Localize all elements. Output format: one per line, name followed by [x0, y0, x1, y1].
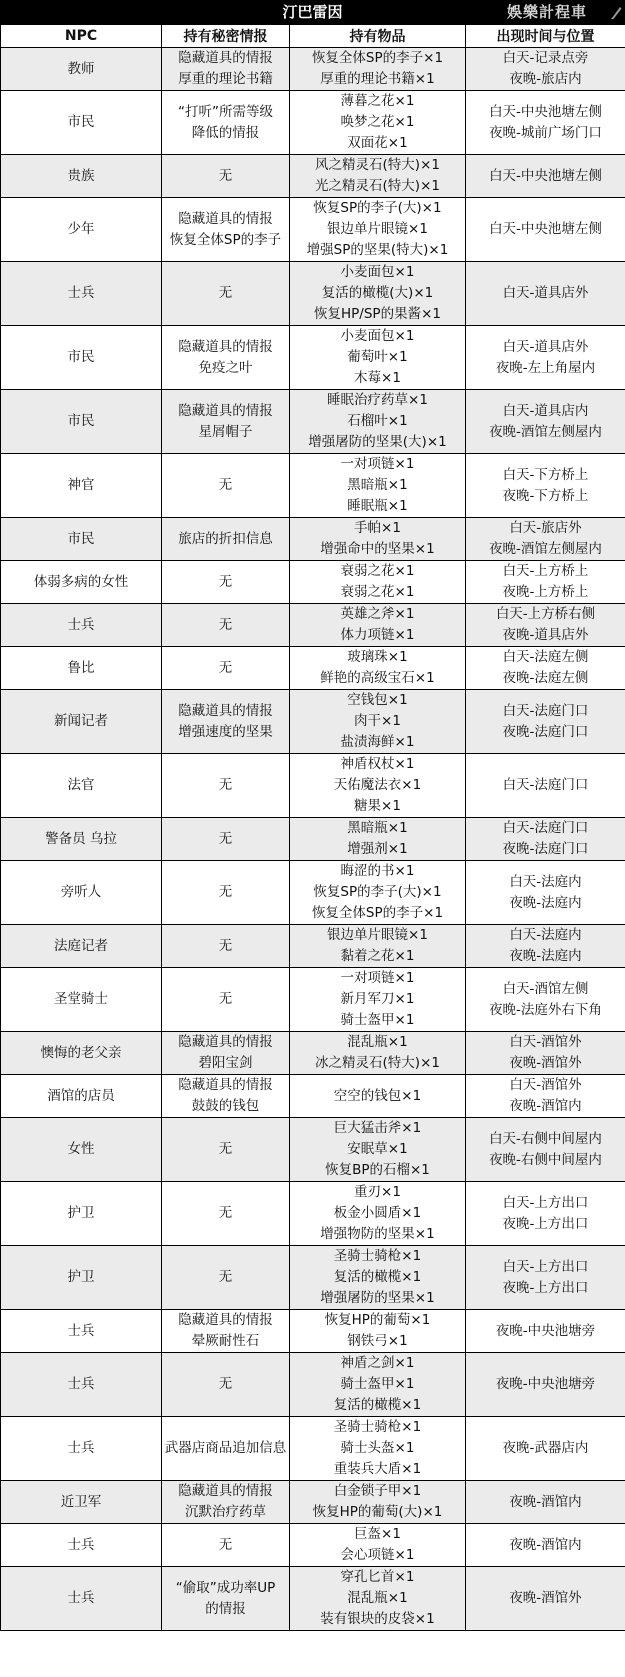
cell-time-location: 白天-法庭左侧 夜晚-法庭左侧: [466, 647, 625, 690]
cell-secret: 无: [162, 818, 290, 861]
cell-time-location: 白天-上方桥右侧 夜晚-道具店外: [466, 604, 625, 647]
cell-items: 黑暗瓶×1 增强剂×1: [290, 818, 466, 861]
cell-items: 混乱瓶×1 冰之精灵石(特大)×1: [290, 1032, 466, 1075]
cell-items: 银边单片眼镜×1 黏着之花×1: [290, 925, 466, 968]
cell-secret: 无: [162, 561, 290, 604]
cell-secret: 隐藏道具的情报 鼓鼓的钱包: [162, 1075, 290, 1118]
cell-npc: 护卫: [1, 1182, 162, 1246]
cell-items: 白金锁子甲×1 恢复HP的葡萄(大)×1: [290, 1481, 466, 1524]
cell-secret: 隐藏道具的情报 沉默治疗药草: [162, 1481, 290, 1524]
cell-secret: 无: [162, 262, 290, 326]
cell-npc: 女性: [1, 1118, 162, 1182]
table-row: [1, 861, 625, 925]
cell-npc: 贵族: [1, 155, 162, 198]
cell-secret: 无: [162, 861, 290, 925]
cell-secret: 隐藏道具的情报 免疫之叶: [162, 326, 290, 390]
table-row: [1, 1353, 625, 1417]
cell-time-location: 夜晚-酒馆内: [466, 1524, 625, 1567]
cell-npc: 士兵: [1, 262, 162, 326]
table-row: [1, 262, 625, 326]
cell-time-location: 夜晚-酒馆内: [466, 1481, 625, 1524]
table-row: [1, 1417, 625, 1481]
cell-npc: 少年: [1, 198, 162, 262]
cell-time-location: 白天-记录点旁 夜晚-旅店内: [466, 48, 625, 91]
cell-items: 恢复HP的葡萄×1 钢铁弓×1: [290, 1310, 466, 1353]
cell-secret: 无: [162, 968, 290, 1032]
cell-npc: 市民: [1, 390, 162, 454]
cell-items: 神盾权杖×1 天佑魔法衣×1 糖果×1: [290, 754, 466, 818]
col-header-npc: NPC: [1, 25, 162, 48]
cell-npc: 市民: [1, 326, 162, 390]
cell-time-location: 白天-上方出口 夜晚-上方出口: [466, 1182, 625, 1246]
cell-time-location: 夜晚-武器店内: [466, 1417, 625, 1481]
table-row: [1, 968, 625, 1032]
cell-items: 小麦面包×1 复活的橄榄(大)×1 恢复HP/SP的果酱×1: [290, 262, 466, 326]
cell-secret: 隐藏道具的情报 厚重的理论书籍: [162, 48, 290, 91]
cell-secret: 无: [162, 754, 290, 818]
col-header-time-location: 出现时间与位置: [466, 25, 625, 48]
cell-npc: 士兵: [1, 1417, 162, 1481]
cell-secret: 无: [162, 1246, 290, 1310]
cell-npc: 法庭记者: [1, 925, 162, 968]
cell-secret: 隐藏道具的情报 星屑帽子: [162, 390, 290, 454]
cell-npc: 法官: [1, 754, 162, 818]
cell-secret: 无: [162, 1182, 290, 1246]
cell-npc: 市民: [1, 91, 162, 155]
cell-time-location: 白天-法庭内 夜晚-法庭内: [466, 861, 625, 925]
cell-secret: 隐藏道具的情报 增强速度的坚果: [162, 690, 290, 754]
cell-items: 小麦面包×1 葡萄叶×1 木莓×1: [290, 326, 466, 390]
table-row: [1, 518, 625, 561]
cell-secret: 隐藏道具的情报 恢复全体SP的李子: [162, 198, 290, 262]
cell-npc: 市民: [1, 518, 162, 561]
cell-items: 薄暮之花×1 唤梦之花×1 双面花×1: [290, 91, 466, 155]
cell-time-location: 白天-右侧中间屋内 夜晚-右侧中间屋内: [466, 1118, 625, 1182]
cell-npc: 护卫: [1, 1246, 162, 1310]
table-row: [1, 1481, 625, 1524]
cell-time-location: 白天-中央池塘左侧: [466, 198, 625, 262]
cell-npc: 体弱多病的女性: [1, 561, 162, 604]
page-title: 汀巴雷因: [282, 3, 343, 21]
cell-secret: 无: [162, 1524, 290, 1567]
cell-secret: 无: [162, 925, 290, 968]
cell-time-location: 夜晚-中央池塘旁: [466, 1353, 625, 1417]
cell-time-location: 夜晚-酒馆外: [466, 1567, 625, 1631]
cell-items: 恢复全体SP的李子×1 厚重的理论书籍×1: [290, 48, 466, 91]
col-header-secret: 持有秘密情报: [162, 25, 290, 48]
cell-items: 衰弱之花×1 衰弱之花×1: [290, 561, 466, 604]
cell-secret: 隐藏道具的情报 晕厥耐性石: [162, 1310, 290, 1353]
cell-items: 神盾之剑×1 骑士盔甲×1 复活的橄榄×1: [290, 1353, 466, 1417]
cell-npc: 神官: [1, 454, 162, 518]
watermark-logo: 娛樂計程車: [506, 3, 587, 21]
table-row: [1, 1032, 625, 1075]
table-row: [1, 1246, 625, 1310]
cell-time-location: 白天-酒馆外 夜晚-酒馆内: [466, 1075, 625, 1118]
cell-time-location: 白天-道具店外 夜晚-左上角屋内: [466, 326, 625, 390]
cell-time-location: 白天-法庭门口: [466, 754, 625, 818]
cell-time-location: 白天-上方出口 夜晚-上方出口: [466, 1246, 625, 1310]
cell-secret: 武器店商品追加信息: [162, 1417, 290, 1481]
cell-npc: 士兵: [1, 1567, 162, 1631]
cell-items: 圣骑士骑枪×1 复活的橄榄×1 增强屠防的坚果×1: [290, 1246, 466, 1310]
table-row: [1, 1567, 625, 1631]
table-row: [1, 818, 625, 861]
cell-items: 晦涩的书×1 恢复SP的李子(大)×1 恢复全体SP的李子×1: [290, 861, 466, 925]
cell-time-location: 白天-上方桥上 夜晚-上方桥上: [466, 561, 625, 604]
cell-npc: 近卫军: [1, 1481, 162, 1524]
table-row: [1, 1524, 625, 1567]
cell-time-location: 白天-法庭门口 夜晚-法庭门口: [466, 818, 625, 861]
cell-items: 穿孔匕首×1 混乱瓶×1 装有银块的皮袋×1: [290, 1567, 466, 1631]
table-row: [1, 390, 625, 454]
cell-items: 一对项链×1 黑暗瓶×1 睡眠瓶×1: [290, 454, 466, 518]
cell-secret: 无: [162, 454, 290, 518]
cell-items: 巨大猛击斧×1 安眠草×1 恢复BP的石榴×1: [290, 1118, 466, 1182]
title-bar: [0, 0, 625, 24]
cell-items: 恢复SP的李子(大)×1 银边单片眼镜×1 增强SP的坚果(特大)×1: [290, 198, 466, 262]
pen-icon: [609, 4, 623, 20]
cell-items: 巨盔×1 会心项链×1: [290, 1524, 466, 1567]
cell-npc: 教师: [1, 48, 162, 91]
table-row: [1, 454, 625, 518]
cell-secret: “偷取”成功率UP 的情报: [162, 1567, 290, 1631]
cell-secret: 隐藏道具的情报 碧阳宝剑: [162, 1032, 290, 1075]
cell-secret: 旅店的折扣信息: [162, 518, 290, 561]
table-row: [1, 1182, 625, 1246]
table-row: [1, 754, 625, 818]
table-row: [1, 1310, 625, 1353]
table-row: [1, 1118, 625, 1182]
cell-npc: 警备员 乌拉: [1, 818, 162, 861]
cell-time-location: 夜晚-中央池塘旁: [466, 1310, 625, 1353]
table-row: [1, 925, 625, 968]
table-row: [1, 647, 625, 690]
cell-npc: 旁听人: [1, 861, 162, 925]
table-header-row: [1, 25, 625, 48]
cell-items: 重刃×1 板金小圆盾×1 增强物防的坚果×1: [290, 1182, 466, 1246]
cell-items: 风之精灵石(特大)×1 光之精灵石(特大)×1: [290, 155, 466, 198]
table-row: [1, 561, 625, 604]
cell-time-location: 白天-中央池塘左侧: [466, 155, 625, 198]
cell-secret: 无: [162, 647, 290, 690]
cell-npc: 士兵: [1, 604, 162, 647]
cell-time-location: 白天-法庭内 夜晚-法庭内: [466, 925, 625, 968]
cell-time-location: 白天-酒馆外 夜晚-酒馆外: [466, 1032, 625, 1075]
cell-secret: 无: [162, 1118, 290, 1182]
cell-time-location: 白天-法庭门口 夜晚-法庭门口: [466, 690, 625, 754]
cell-npc: 新闻记者: [1, 690, 162, 754]
cell-npc: 鲁比: [1, 647, 162, 690]
cell-time-location: 白天-下方桥上 夜晚-下方桥上: [466, 454, 625, 518]
table-row: [1, 690, 625, 754]
cell-time-location: 白天-酒馆左侧 夜晚-法庭外右下角: [466, 968, 625, 1032]
table-row: [1, 1075, 625, 1118]
table-row: [1, 91, 625, 155]
cell-items: 玻璃珠×1 鲜艳的高级宝石×1: [290, 647, 466, 690]
cell-items: 睡眠治疗药草×1 石榴叶×1 增强屠防的坚果(大)×1: [290, 390, 466, 454]
col-header-items: 持有物品: [290, 25, 466, 48]
cell-items: 一对项链×1 新月军刀×1 骑士盔甲×1: [290, 968, 466, 1032]
cell-secret: 无: [162, 1353, 290, 1417]
cell-items: 英雄之斧×1 体力项链×1: [290, 604, 466, 647]
cell-secret: 无: [162, 155, 290, 198]
table-row: [1, 48, 625, 91]
cell-items: 圣骑士骑枪×1 骑士头盔×1 重装兵大盾×1: [290, 1417, 466, 1481]
cell-secret: 无: [162, 604, 290, 647]
npc-table: [0, 24, 625, 1631]
cell-items: 空钱包×1 肉干×1 盐渍海鲜×1: [290, 690, 466, 754]
cell-time-location: 白天-道具店外: [466, 262, 625, 326]
cell-npc: 圣堂骑士: [1, 968, 162, 1032]
cell-secret: “打听”所需等级 降低的情报: [162, 91, 290, 155]
cell-time-location: 白天-中央池塘左侧 夜晚-城前广场门口: [466, 91, 625, 155]
table-row: [1, 155, 625, 198]
cell-npc: 士兵: [1, 1310, 162, 1353]
table-row: [1, 198, 625, 262]
cell-npc: 懊悔的老父亲: [1, 1032, 162, 1075]
cell-items: 空空的钱包×1: [290, 1075, 466, 1118]
cell-npc: 酒馆的店员: [1, 1075, 162, 1118]
cell-npc: 士兵: [1, 1353, 162, 1417]
table-row: [1, 604, 625, 647]
cell-time-location: 白天-道具店内 夜晚-酒馆左侧屋内: [466, 390, 625, 454]
cell-time-location: 白天-旅店外 夜晚-酒馆左侧屋内: [466, 518, 625, 561]
cell-npc: 士兵: [1, 1524, 162, 1567]
cell-items: 手帕×1 增强命中的坚果×1: [290, 518, 466, 561]
table-row: [1, 326, 625, 390]
